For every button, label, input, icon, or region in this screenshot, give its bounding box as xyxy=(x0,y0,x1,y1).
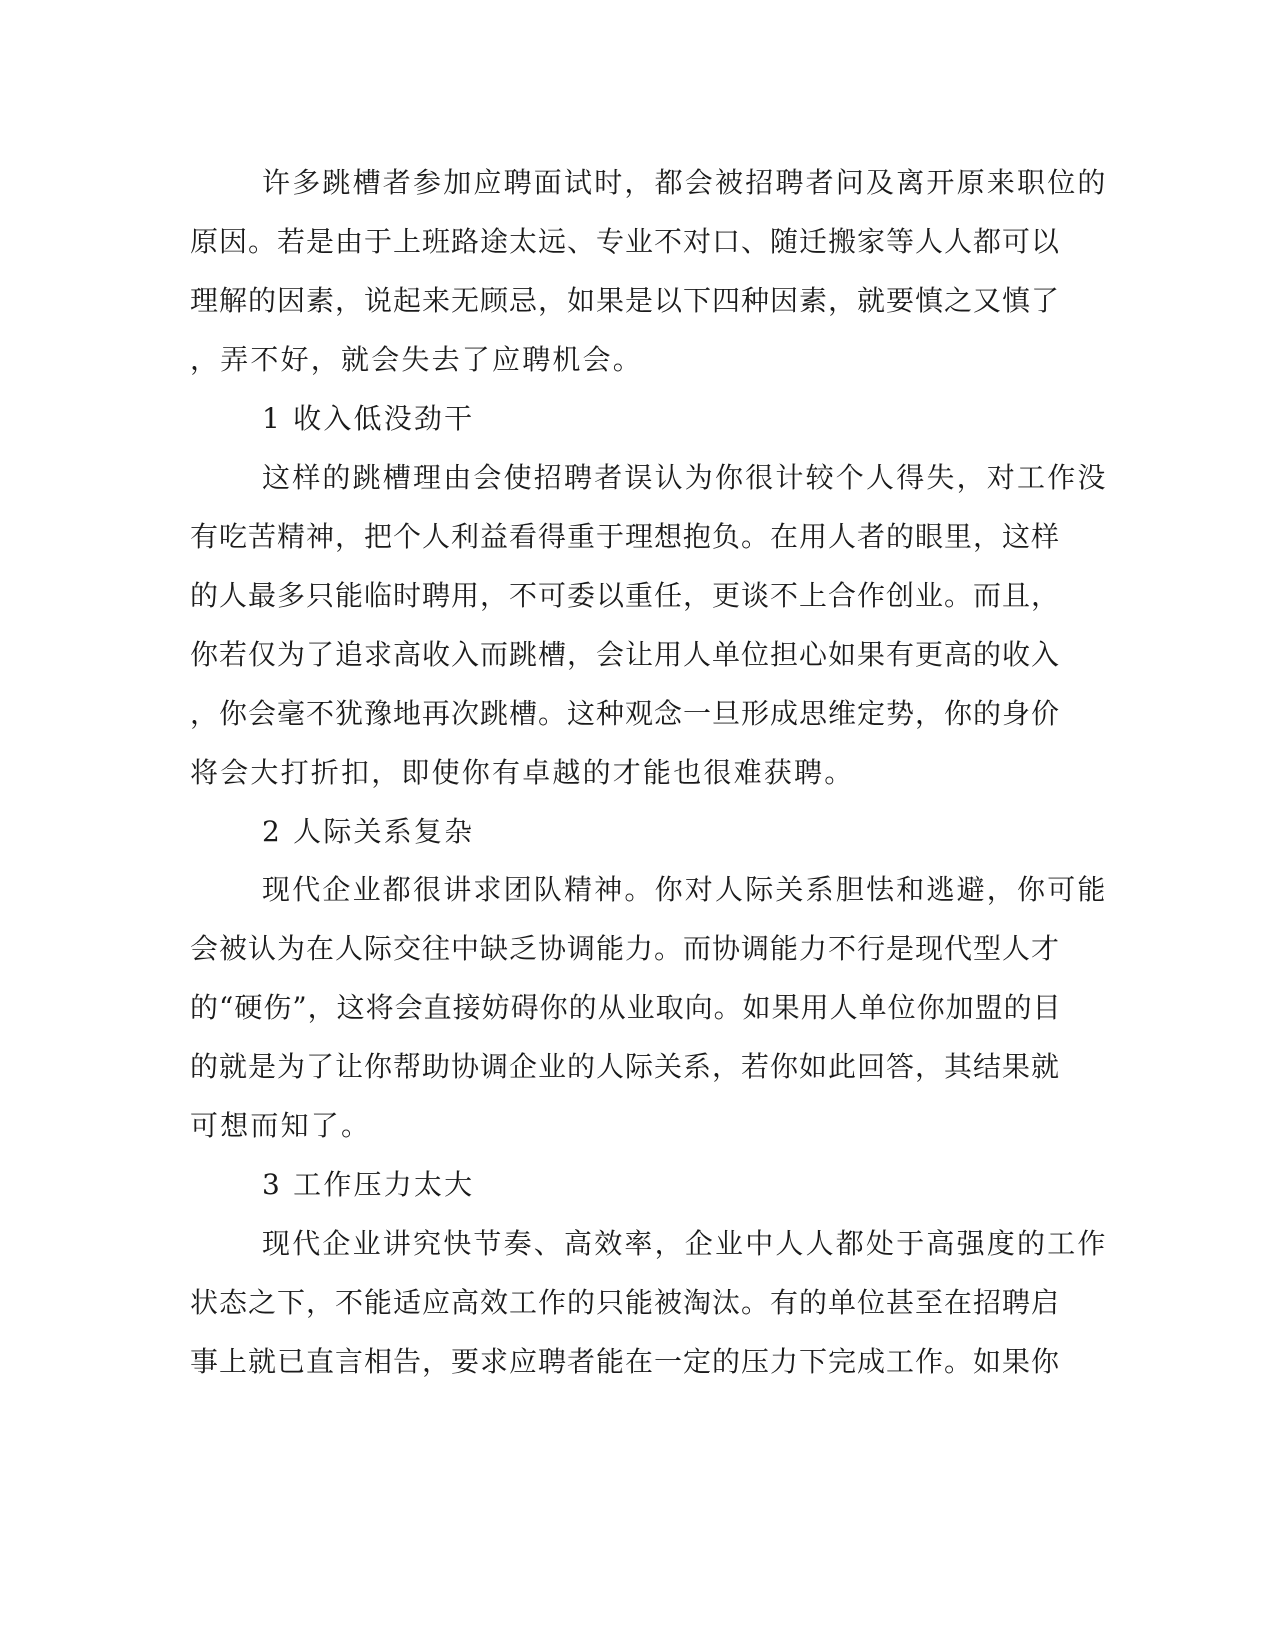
paragraph-3-line-2: 会被认为在人际交往中缺乏协调能力。而协调能力不行是现代型人才 xyxy=(190,932,1061,965)
paragraph-2-line-6: 将会大打折扣，即使你有卓越的才能也很难获聘。 xyxy=(190,756,855,789)
paragraph-1-line-4: ，弄不好，就会失去了应聘机会。 xyxy=(190,343,644,376)
section-heading-2: 2 人际关系复杂 xyxy=(262,815,475,848)
paragraph-1-line-2: 原因。若是由于上班路途太远、专业不对口、随迁搬家等人人都可以 xyxy=(190,225,1061,258)
paragraph-1-line-3: 理解的因素，说起来无顾忌，如果是以下四种因素，就要慎之又慎了 xyxy=(190,284,1061,317)
paragraph-2-line-3: 的人最多只能临时聘用，不可委以重任，更谈不上合作创业。而且， xyxy=(190,579,1061,612)
paragraph-3-line-5: 可想而知了。 xyxy=(190,1109,372,1142)
paragraph-1-line-1: 许多跳槽者参加应聘面试时，都会被招聘者问及离开原来职位的 xyxy=(262,166,1108,199)
paragraph-3-line-1: 现代企业都很讲求团队精神。你对人际关系胆怯和逃避，你可能 xyxy=(262,873,1108,906)
section-heading-1: 1 收入低没劲干 xyxy=(262,402,475,435)
paragraph-4-line-2: 状态之下，不能适应高效工作的只能被淘汰。有的单位甚至在招聘启 xyxy=(190,1286,1061,1319)
paragraph-3-line-3: 的“硬伤”，这将会直接妨碍你的从业取向。如果用人单位你加盟的目 xyxy=(190,991,1062,1024)
paragraph-2-line-4: 你若仅为了追求高收入而跳槽，会让用人单位担心如果有更高的收入 xyxy=(190,638,1061,671)
paragraph-4-line-1: 现代企业讲究快节奏、高效率，企业中人人都处于高强度的工作 xyxy=(262,1227,1108,1260)
section-heading-3: 3 工作压力太大 xyxy=(262,1168,475,1201)
paragraph-3-line-4: 的就是为了让你帮助协调企业的人际关系，若你如此回答，其结果就 xyxy=(190,1050,1061,1083)
paragraph-2-line-2: 有吃苦精神，把个人利益看得重于理想抱负。在用人者的眼里，这样 xyxy=(190,520,1061,553)
paragraph-2-line-1: 这样的跳槽理由会使招聘者误认为你很计较个人得失，对工作没 xyxy=(262,461,1108,494)
paragraph-4-line-3: 事上就已直言相告，要求应聘者能在一定的压力下完成工作。如果你 xyxy=(190,1345,1061,1378)
paragraph-2-line-5: ，你会毫不犹豫地再次跳槽。这种观念一旦形成思维定势，你的身价 xyxy=(190,697,1061,730)
